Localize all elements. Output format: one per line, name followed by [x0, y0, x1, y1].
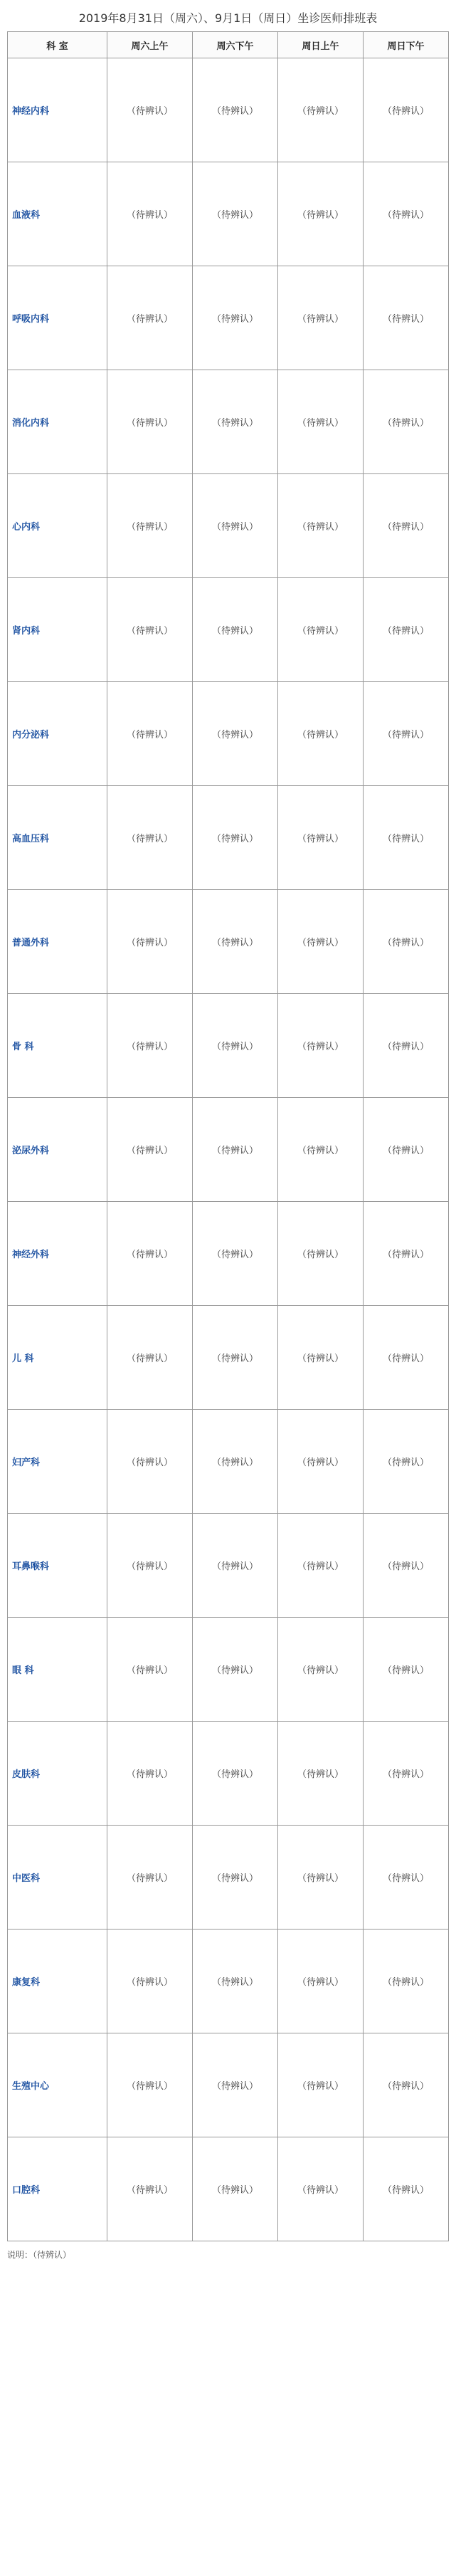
- dept-name: 康复科: [8, 1930, 107, 2033]
- schedule-cell: （待辨认）: [107, 578, 193, 682]
- table-row: [8, 2033, 449, 2137]
- schedule-cell: （待辨认）: [364, 2033, 449, 2137]
- schedule-table: [7, 31, 449, 2241]
- schedule-cell: （待辨认）: [107, 1098, 193, 1202]
- table-row: [8, 1202, 449, 1306]
- schedule-cell: （待辨认）: [193, 1202, 278, 1306]
- schedule-cell: （待辨认）: [193, 58, 278, 162]
- schedule-cell: （待辨认）: [107, 162, 193, 266]
- table-row: [8, 266, 449, 370]
- schedule-cell: （待辨认）: [278, 1306, 364, 1410]
- schedule-cell: （待辨认）: [193, 266, 278, 370]
- schedule-cell: （待辨认）: [193, 578, 278, 682]
- schedule-cell: （待辨认）: [364, 1826, 449, 1930]
- schedule-cell: （待辨认）: [278, 266, 364, 370]
- table-row: [8, 1618, 449, 1722]
- dept-name: 消化内科: [8, 370, 107, 474]
- schedule-cell: （待辨认）: [107, 1306, 193, 1410]
- schedule-cell: （待辨认）: [107, 370, 193, 474]
- schedule-cell: （待辨认）: [193, 2137, 278, 2241]
- dept-name: 妇产科: [8, 1410, 107, 1514]
- dept-name: 普通外科: [8, 890, 107, 994]
- table-row: [8, 890, 449, 994]
- schedule-cell: （待辨认）: [364, 682, 449, 786]
- schedule-cell: （待辨认）: [278, 890, 364, 994]
- schedule-cell: （待辨认）: [364, 578, 449, 682]
- dept-name: 肾内科: [8, 578, 107, 682]
- dept-name: 高血压科: [8, 786, 107, 890]
- header-col-0: 周六上午: [107, 32, 193, 58]
- schedule-cell: （待辨认）: [278, 1514, 364, 1618]
- schedule-cell: （待辨认）: [193, 1826, 278, 1930]
- table-row: [8, 1306, 449, 1410]
- schedule-cell: （待辨认）: [278, 578, 364, 682]
- schedule-cell: （待辨认）: [193, 994, 278, 1098]
- schedule-cell: （待辨认）: [364, 1618, 449, 1722]
- dept-name: 神经内科: [8, 58, 107, 162]
- table-row: [8, 58, 449, 162]
- schedule-cell: （待辨认）: [278, 1618, 364, 1722]
- schedule-cell: （待辨认）: [107, 1930, 193, 2033]
- table-row: [8, 1514, 449, 1618]
- schedule-cell: （待辨认）: [278, 994, 364, 1098]
- schedule-cell: （待辨认）: [278, 1930, 364, 2033]
- schedule-cell: （待辨认）: [193, 162, 278, 266]
- schedule-rows: [8, 58, 449, 2241]
- schedule-cell: （待辨认）: [364, 786, 449, 890]
- table-row: [8, 1410, 449, 1514]
- schedule-cell: （待辨认）: [278, 786, 364, 890]
- schedule-cell: （待辨认）: [278, 682, 364, 786]
- dept-name: 儿 科: [8, 1306, 107, 1410]
- table-row: [8, 786, 449, 890]
- schedule-cell: （待辨认）: [193, 474, 278, 578]
- schedule-cell: （待辨认）: [107, 1826, 193, 1930]
- schedule-cell: （待辨认）: [364, 58, 449, 162]
- schedule-cell: （待辨认）: [364, 890, 449, 994]
- schedule-cell: （待辨认）: [364, 162, 449, 266]
- header-col-1: 周六下午: [193, 32, 278, 58]
- schedule-cell: （待辨认）: [107, 1410, 193, 1514]
- header-dept: 科 室: [8, 32, 107, 58]
- schedule-cell: （待辨认）: [278, 2033, 364, 2137]
- schedule-cell: （待辨认）: [107, 2033, 193, 2137]
- table-row: [8, 474, 449, 578]
- schedule-cell: （待辨认）: [107, 682, 193, 786]
- footer-note: 说明：（待辨认）: [7, 2250, 72, 2260]
- table-row: [8, 370, 449, 474]
- schedule-cell: （待辨认）: [193, 1306, 278, 1410]
- dept-name: 骨 科: [8, 994, 107, 1098]
- dept-name: 泌尿外科: [8, 1098, 107, 1202]
- schedule-cell: （待辨认）: [193, 1098, 278, 1202]
- schedule-cell: （待辨认）: [193, 1930, 278, 2033]
- dept-name: 中医科: [8, 1826, 107, 1930]
- schedule-cell: （待辨认）: [278, 1722, 364, 1826]
- table-row: [8, 162, 449, 266]
- schedule-cell: （待辨认）: [364, 370, 449, 474]
- schedule-cell: （待辨认）: [278, 162, 364, 266]
- table-row: [8, 2137, 449, 2241]
- schedule-cell: （待辨认）: [364, 1098, 449, 1202]
- schedule-cell: （待辨认）: [193, 370, 278, 474]
- schedule-cell: （待辨认）: [364, 994, 449, 1098]
- schedule-cell: （待辨认）: [193, 682, 278, 786]
- schedule-cell: （待辨认）: [278, 2137, 364, 2241]
- schedule-cell: （待辨认）: [278, 1826, 364, 1930]
- schedule-cell: （待辨认）: [193, 1410, 278, 1514]
- schedule-cell: （待辨认）: [278, 1410, 364, 1514]
- dept-name: 神经外科: [8, 1202, 107, 1306]
- schedule-cell: （待辨认）: [278, 1098, 364, 1202]
- schedule-cell: （待辨认）: [107, 58, 193, 162]
- schedule-cell: （待辨认）: [364, 1306, 449, 1410]
- table-row: [8, 1722, 449, 1826]
- schedule-cell: （待辨认）: [364, 266, 449, 370]
- schedule-cell: （待辨认）: [107, 2137, 193, 2241]
- schedule-cell: （待辨认）: [107, 1722, 193, 1826]
- schedule-cell: （待辨认）: [278, 370, 364, 474]
- dept-name: 心内科: [8, 474, 107, 578]
- table-row: [8, 994, 449, 1098]
- schedule-cell: （待辨认）: [107, 1202, 193, 1306]
- schedule-cell: （待辨认）: [364, 474, 449, 578]
- schedule-cell: （待辨认）: [107, 786, 193, 890]
- schedule-cell: （待辨认）: [107, 1514, 193, 1618]
- schedule-cell: （待辨认）: [193, 1722, 278, 1826]
- schedule-cell: （待辨认）: [193, 786, 278, 890]
- schedule-cell: （待辨认）: [278, 58, 364, 162]
- table-row: [8, 1930, 449, 2033]
- table-row: [8, 682, 449, 786]
- dept-name: 眼 科: [8, 1618, 107, 1722]
- schedule-cell: （待辨认）: [364, 1930, 449, 2033]
- schedule-cell: （待辨认）: [107, 474, 193, 578]
- header-col-2: 周日上午: [278, 32, 364, 58]
- schedule-cell: （待辨认）: [364, 1202, 449, 1306]
- schedule-cell: （待辨认）: [364, 1722, 449, 1826]
- schedule-cell: （待辨认）: [193, 890, 278, 994]
- dept-name: 内分泌科: [8, 682, 107, 786]
- dept-name: 口腔科: [8, 2137, 107, 2241]
- page-title: 2019年8月31日（周六）、9月1日（周日）坐诊医师排班表: [78, 11, 378, 25]
- dept-name: 呼吸内科: [8, 266, 107, 370]
- dept-name: 皮肤科: [8, 1722, 107, 1826]
- schedule-cell: （待辨认）: [278, 474, 364, 578]
- schedule-cell: （待辨认）: [107, 1618, 193, 1722]
- header-col-3: 周日下午: [364, 32, 449, 58]
- dept-name: 耳鼻喉科: [8, 1514, 107, 1618]
- dept-name: 生殖中心: [8, 2033, 107, 2137]
- schedule-cell: （待辨认）: [193, 1514, 278, 1618]
- schedule-cell: （待辨认）: [364, 1514, 449, 1618]
- schedule-cell: （待辨认）: [364, 1410, 449, 1514]
- schedule-cell: （待辨认）: [107, 994, 193, 1098]
- schedule-cell: （待辨认）: [364, 2137, 449, 2241]
- table-row: [8, 1098, 449, 1202]
- dept-name: 血液科: [8, 162, 107, 266]
- table-row: [8, 1826, 449, 1930]
- schedule-cell: （待辨认）: [107, 890, 193, 994]
- schedule-cell: （待辨认）: [278, 1202, 364, 1306]
- schedule-cell: （待辨认）: [193, 2033, 278, 2137]
- schedule-cell: （待辨认）: [107, 266, 193, 370]
- table-row: [8, 578, 449, 682]
- schedule-cell: （待辨认）: [193, 1618, 278, 1722]
- header-row: [8, 32, 449, 58]
